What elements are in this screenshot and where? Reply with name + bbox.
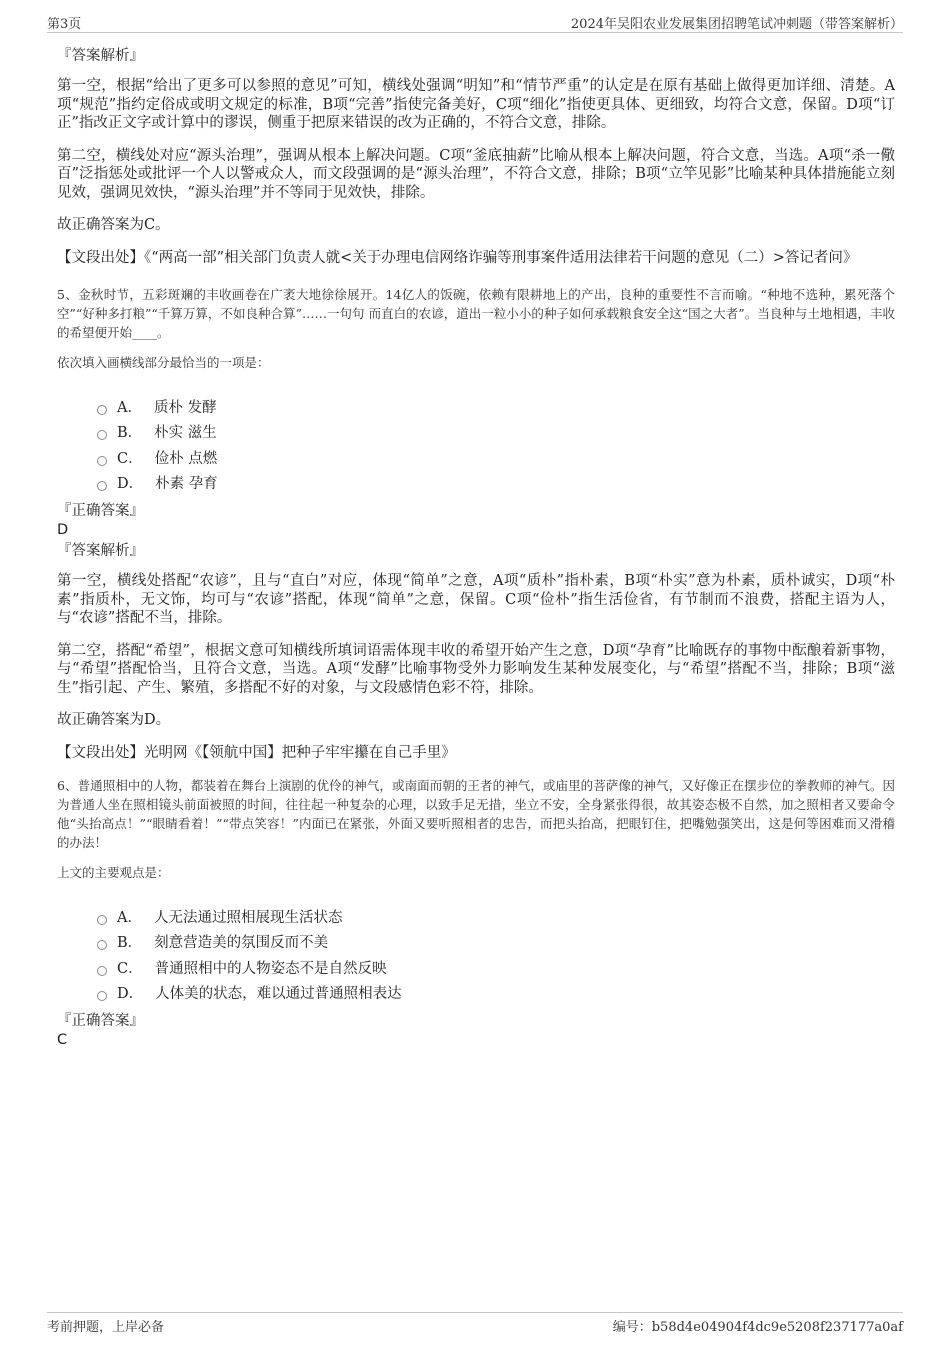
option-letter: C． xyxy=(117,960,143,977)
question-stem: 5、金秋时节，五彩斑斓的丰收画卷在广袤大地徐徐展开。14亿人的饭碗，依赖有限耕地上的产出，良种的重要性不言而喻。“种地不选种，累死落个空”“好种多打粮”“千算万算，不如良种合算”……一句句 而直白的农谚，道出一粒小小的种子如何承载粮食安全这“国之大者”。当良种与土地相遇，丰收的希望便开始____。 xyxy=(57,287,895,340)
option-c[interactable] xyxy=(97,956,895,982)
option-letter: C． xyxy=(117,450,143,467)
option-text: 人无法通过照相展现生活状态 xyxy=(153,909,343,926)
page-content xyxy=(57,46,895,1051)
question-stem: 6、普通照相中的人物，都装着在舞台上演剧的优伶的神气，或南面而朝的王者的神气，或庙里的菩萨像的神气，又好像正在摆步位的拳教师的神气。因为普通人坐在照相镜头前面被照的时间，往往起一种复杂的心理，以致手足无措，坐立不安，全身紧张得很，故其姿态极不自然，加之照相者又要命令他“头抬高点！”“眼睛看着！”“带点笑容！”内面已在紧张，外面又要听照相者的忠告，而把头抬高，把眼钉住，把嘴勉强笑出，这是何等困难而又滑稽的办法！ xyxy=(57,778,895,850)
analysis-paragraph-2: 第二空，横线处对应“源头治理”，强调从根本上解决问题。C项“釜底抽薪”比喻从根本上解决问题，符合文意，当选。A项“杀一儆百”泛指惩处或批评一个人以警戒众人，而文段强调的是“源头治理”，不符合文意，排除；B项“立竿见影”比喻某种具体措施能立刻见效，强调见效快，“源头治理”并不等同于见效快，排除。 xyxy=(57,147,895,201)
option-text: 人体美的状态，难以通过普通照相表达 xyxy=(155,986,402,1003)
radio-icon[interactable] xyxy=(97,405,107,415)
option-d[interactable] xyxy=(97,472,895,498)
option-d[interactable] xyxy=(97,982,895,1008)
radio-icon[interactable] xyxy=(97,430,107,440)
correct-answer-label: 『正确答案』 xyxy=(57,1013,144,1029)
question-6 xyxy=(57,776,895,1049)
option-letter: B． xyxy=(117,935,143,952)
footer-slogan: 考前押题，上岸必备 xyxy=(47,1320,165,1335)
option-text: 普通照相中的人物姿态不是自然反映 xyxy=(154,960,387,977)
radio-icon[interactable] xyxy=(97,991,107,1001)
page-header xyxy=(47,10,903,33)
document-title: 2024年吴阳农业发展集团招聘笔试冲刺题（带答案解析） xyxy=(570,17,903,32)
analysis-conclusion: 故正确答案为C。 xyxy=(57,217,170,233)
question-4-analysis xyxy=(57,46,895,267)
question-5 xyxy=(57,285,895,762)
option-c[interactable] xyxy=(97,446,895,472)
option-letter: B． xyxy=(117,425,143,442)
correct-answer: D xyxy=(57,522,69,538)
option-text: 朴素 孕育 xyxy=(155,476,218,493)
analysis-paragraph-2: 第二空，搭配“希望”，根据文意可知横线所填词语需体现丰收的希望开始产生之意，D项“孕育”比喻既存的事物中酝酿着新事物，与“希望”搭配恰当，且符合文意，当选。A项“发酵”比喻事物受外力影响发生某种发展变化，与“希望”搭配不当，排除；B项“滋生”指引起、产生、繁殖，多搭配不好的对象，与文段感情色彩不符，排除。 xyxy=(57,642,895,696)
page-number: 第3页 xyxy=(47,17,82,32)
question-prompt: 上文的主要观点是： xyxy=(57,865,170,880)
option-b[interactable] xyxy=(97,931,895,957)
analysis-conclusion: 故正确答案为D。 xyxy=(57,712,171,728)
passage-source: 【文段出处】光明网《【领航中国】把种子牢牢攥在自己手里》 xyxy=(57,744,456,761)
analysis-paragraph-1: 第一空，根据“给出了更多可以参照的意见”可知，横线处强调“明知”和“情节严重”的认定是在原有基础上做得更加详细、清楚。A项“规范”指约定俗成或明文规定的标准，B项“完善”指使完备美好，C项“细化”指使更具体、更细致，均符合文意，保留。D项“订正”指改正文字或计算中的谬误，侧重于把原来错误的改为正确的，不符合文意，排除。 xyxy=(57,78,895,131)
analysis-label: 『答案解析』 xyxy=(57,48,144,64)
option-text: 俭朴 点燃 xyxy=(154,450,218,467)
option-list xyxy=(97,395,895,497)
question-prompt: 依次填入画横线部分最恰当的一项是： xyxy=(57,355,270,370)
document-serial: 编号：b58d4e04904f4dc9e5208f237177a0af xyxy=(612,1320,903,1335)
page-footer xyxy=(47,1312,903,1335)
option-b[interactable] xyxy=(97,421,895,447)
radio-icon[interactable] xyxy=(97,456,107,466)
analysis-label: 『答案解析』 xyxy=(57,543,144,559)
option-letter: D． xyxy=(117,476,144,493)
option-letter: A． xyxy=(117,909,142,926)
option-letter: A． xyxy=(117,399,142,416)
option-letter: D． xyxy=(117,986,144,1003)
option-a[interactable] xyxy=(97,905,895,931)
option-text: 质朴 发酵 xyxy=(153,399,217,416)
passage-source: 【文段出处】《“两高一部”相关部门负责人就<关于办理电信网络诈骗等刑事案件适用法律若干问题的意见（二）>答记者问》 xyxy=(57,249,858,266)
option-text: 刻意营造美的氛围反而不美 xyxy=(154,935,329,952)
radio-icon[interactable] xyxy=(97,966,107,976)
radio-icon[interactable] xyxy=(97,940,107,950)
correct-answer-label: 『正确答案』 xyxy=(57,503,144,519)
radio-icon[interactable] xyxy=(97,481,107,491)
option-text: 朴实 滋生 xyxy=(154,425,217,442)
option-list xyxy=(97,905,895,1007)
radio-icon[interactable] xyxy=(97,915,107,925)
correct-answer: C xyxy=(57,1032,68,1048)
analysis-paragraph-1: 第一空，横线处搭配“农谚”，且与“直白”对应，体现“简单”之意，A项“质朴”指朴素，B项“朴实”意为朴素，质朴诚实，D项“朴素”指质朴，无文饰，均可与“农谚”搭配，体现“简单”之意，保留。C项“俭朴”指生活俭省，有节制而不浪费，搭配主语为人，与“农谚”搭配不当，排除。 xyxy=(57,573,895,626)
option-a[interactable] xyxy=(97,395,895,421)
